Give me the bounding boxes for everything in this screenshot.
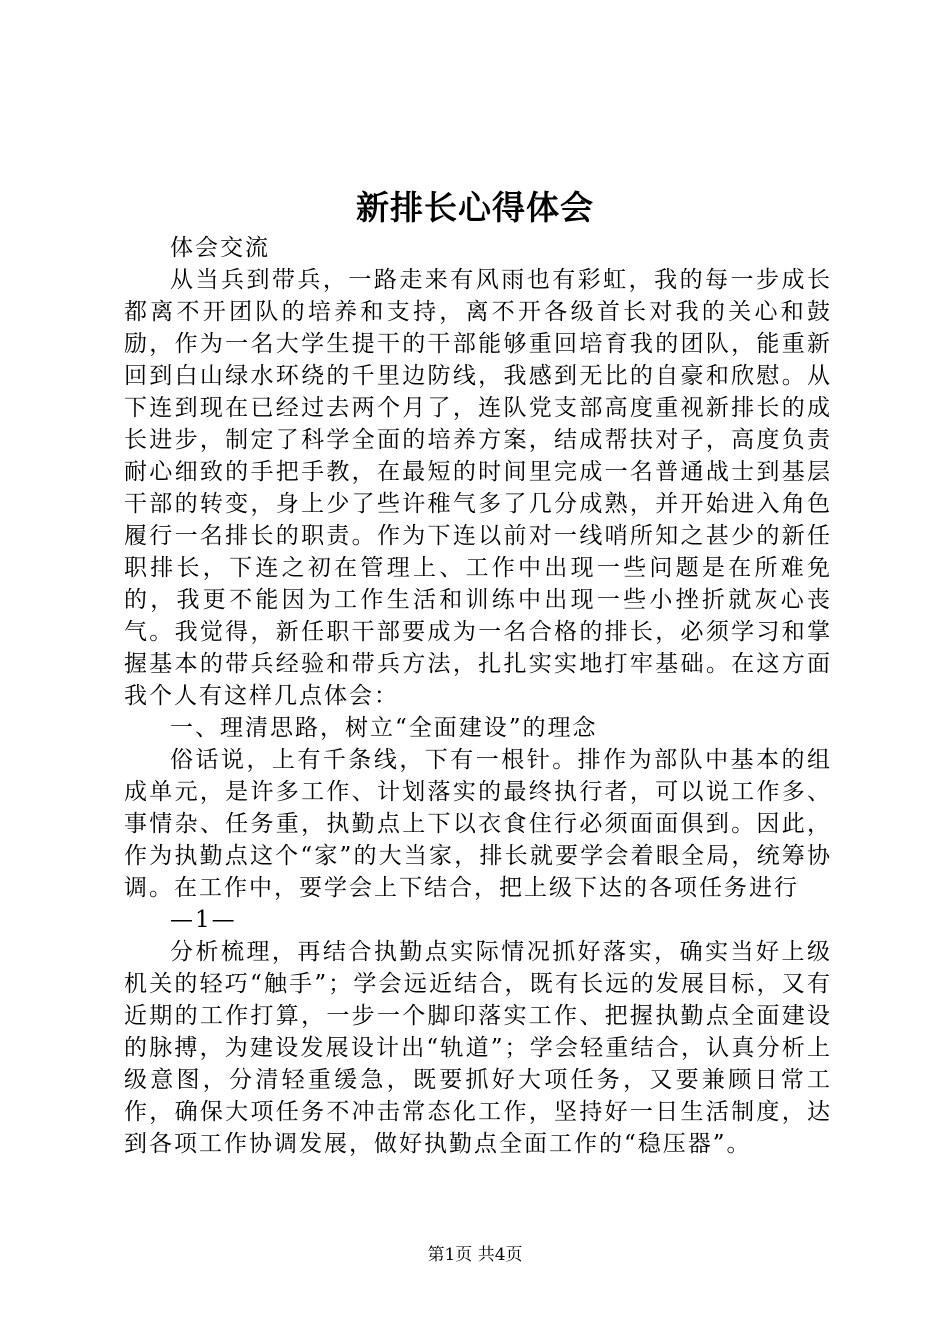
intro-paragraph: 从当兵到带兵，一路走来有风雨也有彩虹，我的每一步成长都离不开团队的培养和支持，离不开各级首长对我的关心和鼓励，作为一名大学生提干的干部能够重回培育我的团队，能重新回到白山绿水环绕的千里边防线，我感到无比的自豪和欣慰。从下连到现在已经过去两个月了，连队党支部高度重视新排长的成长进步，制定了科学全面的培养方案，结成帮扶对子，高度负责耐心细致的手把手教，在最短的时间里完成一名普通战士到基层干部的转变，身上少了些许稚气多了几分成熟，并开始进入角色履行一名排长的职责。作为下连以前对一线哨所知之甚少的新任职排长，下连之初在管理上、工作中出现一些问题是在所难免的，我更不能因为工作生活和训练中出现一些小挫折就灰心丧气。我觉得，新任职干部要成为一名合格的排长，必须学习和掌握基本的带兵经验和带兵方法，扎扎实实地打牢基础。在这方面我个人有这样几点体会： xyxy=(124,267,832,709)
inline-page-number: —1— xyxy=(170,907,237,933)
document-body xyxy=(124,232,832,1160)
section-heading: 一、理清思路，树立“全面建设”的理念 xyxy=(170,715,598,741)
body-paragraph: 分析梳理，再结合执勤点实际情况抓好落实，确实当好上级机关的轻巧“触手”；学会远近结合，既有长远的发展目标，又有近期的工作打算，一步一个脚印落实工作、把握执勤点全面建设的脉搏，为建设发展设计出“轨道”；学会轻重结合，认真分析上级意图，分清轻重缓急，既要抓好大项任务，又要兼顾日常工作，确保大项任务不冲击常态化工作，坚持好一日生活制度，达到各项工作协调发展，做好执勤点全面工作的“稳压器”。 xyxy=(124,939,832,1157)
section-label: 体会交流 xyxy=(170,235,270,261)
body-paragraph: 俗话说，上有千条线，下有一根针。排作为部队中基本的组成单元，是许多工作、计划落实的最终执行者，可以说工作多、事情杂、任务重，执勤点上下以衣食住行必须面面俱到。因此，作为执勤点这个“家”的大当家，排长就要学会着眼全局，统筹协调。在工作中，要学会上下结合，把上级下达的各项任务进行 xyxy=(124,747,832,901)
page-footer: 第1页 共4页 xyxy=(427,1245,523,1265)
page-title: 新排长心得体会 xyxy=(356,188,594,227)
